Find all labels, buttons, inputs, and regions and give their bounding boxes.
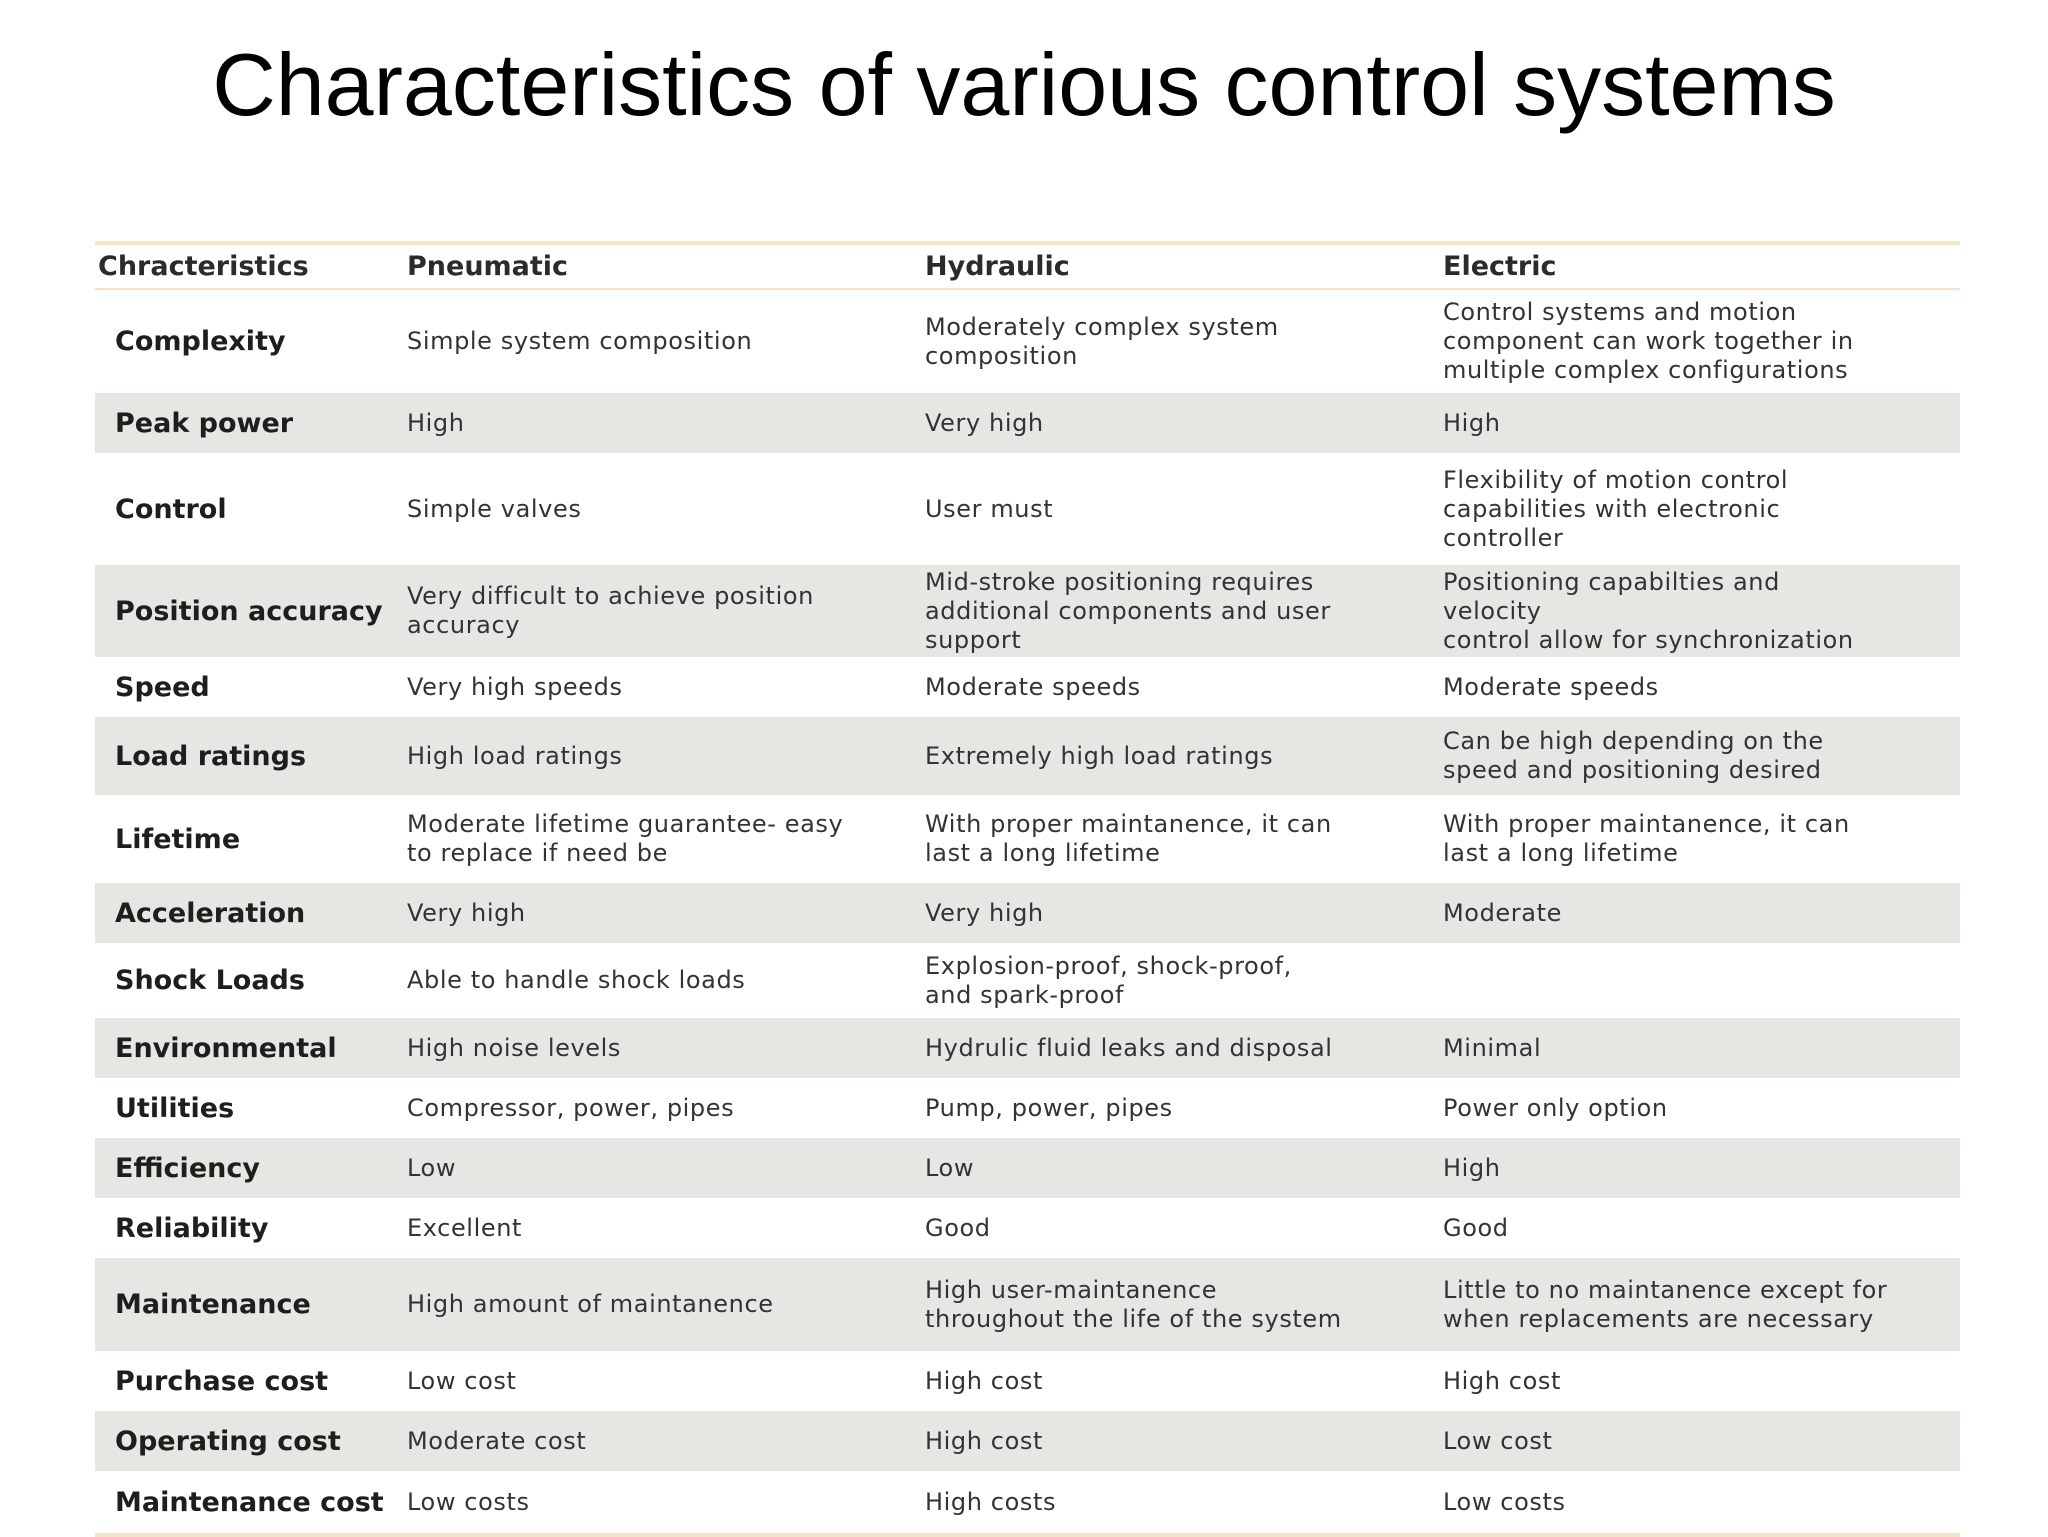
hydraulic-cell: Very high — [923, 883, 1441, 943]
pneumatic-cell: Low — [405, 1138, 923, 1198]
row-label: Load ratings — [95, 717, 405, 795]
hydraulic-cell: Hydrulic fluid leaks and disposal — [923, 1018, 1441, 1078]
pneumatic-cell: Simple valves — [407, 494, 582, 523]
row-label: Position accuracy — [95, 565, 405, 657]
hydraulic-cell: User must — [925, 494, 1054, 523]
electric-cell: Little to no maintanence except for when replacements are necessary — [1441, 1258, 1960, 1351]
table-row — [95, 1078, 1960, 1138]
header-hydraulic: Hydraulic — [923, 245, 1441, 289]
hydraulic-cell: High cost — [925, 1366, 1043, 1395]
pneumatic-cell: Excellent — [407, 1213, 523, 1242]
hydraulic-cell: High cost — [923, 1411, 1441, 1471]
header-row — [95, 245, 1960, 289]
row-label: Shock Loads — [115, 965, 305, 996]
hydraulic-cell: High user-maintanence throughout the life of the system — [923, 1258, 1441, 1351]
table-row — [95, 1351, 1960, 1411]
slide-title: Characteristics of various control systems — [212, 35, 1836, 134]
comparison-table — [95, 245, 1960, 1533]
bottom-rule — [95, 1533, 1960, 1537]
electric-cell — [1441, 943, 1960, 1018]
row-label: Utilities — [115, 1092, 235, 1124]
hydraulic-cell: Extremely high load ratings — [923, 717, 1441, 795]
header-electric: Electric — [1441, 245, 1960, 289]
hydraulic-cell: With proper maintanence, it can last a long lifetime — [925, 810, 1332, 867]
pneumatic-cell: High — [405, 393, 923, 453]
table-row — [95, 1198, 1960, 1258]
table-row — [95, 883, 1960, 943]
electric-cell: Good — [1443, 1213, 1509, 1242]
table-row — [95, 657, 1960, 717]
electric-cell: Positioning capabilties and velocity control allow for synchronization — [1441, 565, 1960, 657]
hydraulic-cell: Good — [925, 1213, 991, 1242]
pneumatic-cell: Very difficult to achieve position accuracy — [405, 565, 923, 657]
table-row — [95, 1018, 1960, 1078]
hydraulic-cell: Moderate speeds — [925, 672, 1141, 701]
electric-cell: Low cost — [1441, 1411, 1960, 1471]
header-characteristics: Chracteristics — [95, 245, 405, 289]
electric-cell: Power only option — [1443, 1093, 1668, 1122]
pneumatic-cell: High load ratings — [405, 717, 923, 795]
table-row — [95, 289, 1960, 393]
row-label: Acceleration — [95, 883, 405, 943]
electric-cell: High — [1441, 393, 1960, 453]
pneumatic-cell: High amount of maintanence — [405, 1258, 923, 1351]
table-row — [95, 1258, 1960, 1351]
table-row — [95, 393, 1960, 453]
table-row — [95, 1138, 1960, 1198]
row-label: Efficiency — [95, 1138, 405, 1198]
table-row — [95, 1411, 1960, 1471]
row-label: Complexity — [115, 326, 286, 357]
electric-cell: High — [1441, 1138, 1960, 1198]
pneumatic-cell: High noise levels — [405, 1018, 923, 1078]
table-row — [95, 565, 1960, 657]
pneumatic-cell: Low cost — [407, 1366, 517, 1395]
table-row — [95, 717, 1960, 795]
electric-cell: Control systems and motion component can work together in multiple complex configurations — [1443, 298, 1854, 384]
comparison-table-wrapper — [95, 241, 1960, 1537]
table-row — [95, 1471, 1960, 1533]
row-label: Reliability — [115, 1212, 269, 1244]
hydraulic-cell: Pump, power, pipes — [925, 1093, 1173, 1122]
hydraulic-cell: Mid-stroke positioning requires additional components and user support — [923, 565, 1441, 657]
row-label: Peak power — [95, 393, 405, 453]
hydraulic-cell: Explosion-proof, shock-proof, and spark-proof — [925, 951, 1292, 1009]
header-pneumatic: Pneumatic — [405, 245, 923, 289]
pneumatic-cell: Low costs — [407, 1487, 530, 1516]
electric-cell: Flexibility of motion control capabilities with electronic controller — [1443, 465, 1789, 552]
pneumatic-cell: Moderate cost — [405, 1411, 923, 1471]
row-label: Maintenance cost — [115, 1486, 384, 1518]
row-label: Operating cost — [95, 1411, 405, 1471]
table-row — [95, 943, 1960, 1018]
electric-cell: Low costs — [1443, 1487, 1566, 1516]
row-label: Purchase cost — [115, 1365, 329, 1397]
row-label: Lifetime — [115, 823, 241, 855]
row-label: Control — [115, 493, 227, 525]
electric-cell: Can be high depending on the speed and positioning desired — [1441, 717, 1960, 795]
electric-cell: Moderate speeds — [1443, 672, 1659, 701]
electric-cell: Moderate — [1441, 883, 1960, 943]
hydraulic-cell: Moderately complex system composition — [925, 312, 1279, 370]
electric-cell: Minimal — [1441, 1018, 1960, 1078]
pneumatic-cell: Very high — [405, 883, 923, 943]
table-row — [95, 453, 1960, 565]
electric-cell: With proper maintanence, it can last a long lifetime — [1443, 810, 1850, 867]
row-label: Environmental — [95, 1018, 405, 1078]
pneumatic-cell: Compressor, power, pipes — [407, 1093, 735, 1122]
pneumatic-cell: Moderate lifetime guarantee- easy to replace if need be — [407, 810, 844, 867]
row-label: Maintenance — [95, 1258, 405, 1351]
electric-cell: High cost — [1443, 1366, 1561, 1395]
pneumatic-cell: Very high speeds — [407, 672, 623, 701]
hydraulic-cell: High costs — [925, 1487, 1057, 1516]
hydraulic-cell: Very high — [923, 393, 1441, 453]
hydraulic-cell: Low — [923, 1138, 1441, 1198]
pneumatic-cell: Simple system composition — [407, 327, 753, 355]
pneumatic-cell: Able to handle shock loads — [407, 966, 746, 994]
table-row — [95, 795, 1960, 883]
row-label: Speed — [115, 671, 210, 703]
